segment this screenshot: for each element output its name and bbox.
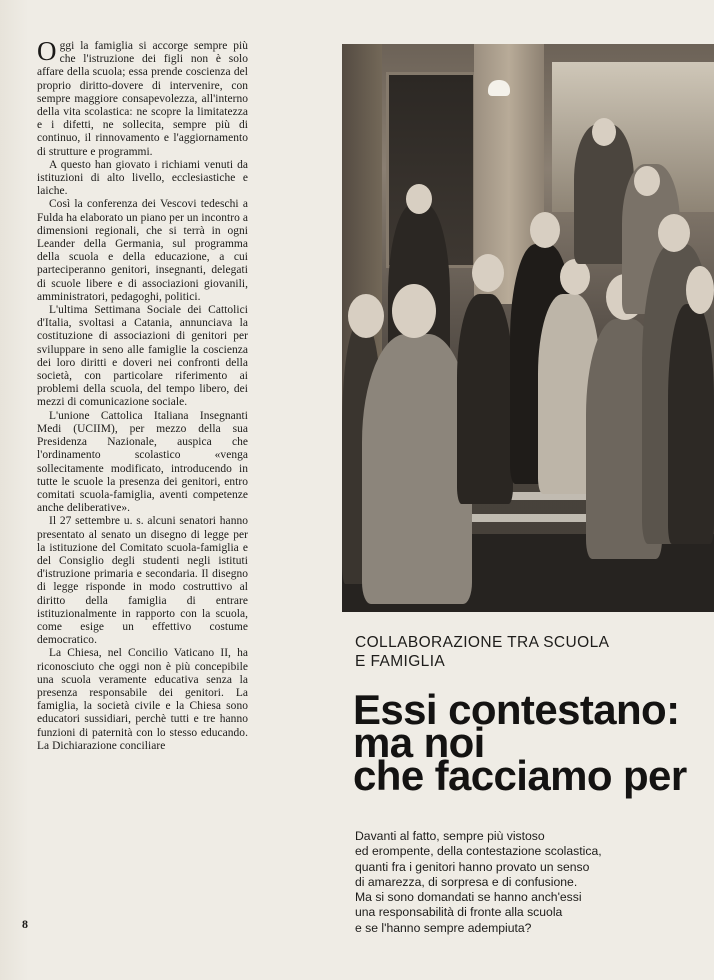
headline-line-3: che facciamo per [353,752,687,799]
article-body [37,36,248,753]
standfirst-line: di amarezza, di sorpresa e di confusione. [355,874,578,889]
student-head [392,284,436,338]
student-head [658,214,690,252]
paragraph-5: L'unione Cattolica Italiana Insegnanti Medi (UCIIM), per mezzo della sua Presidenza Nazionale, auspica che l'ordinamento scolastico «venga sollecitamente modificato, introducendo in tutte le scuole la presenza dei genitori, entro comitati scuola-famiglia, aventi competenze anche deliberative». [37,409,248,515]
standfirst-line: quanti fra i genitori hanno provato un senso [355,859,590,874]
paragraph-6: Il 27 settembre u. s. alcuni senatori hanno presentato al senato un disegno di legge per la istituzione del Comitato scuola-famiglia e del Consiglio degli studenti negli istituti d'istruzione primaria e secondaria. Il disegno di legge risponde in modo costruttivo al diritto della famiglia di entrare istituzionalmente in rapporto con la scuola, come esige un effettivo costume democratico. [37,515,248,647]
student-head [348,294,384,338]
kicker-line-1: COLLABORAZIONE TRA SCUOLA [355,634,610,651]
standfirst-line: Ma si sono domandati se hanno anch'essi [355,890,582,905]
headline-line-2: ma noi [353,719,485,766]
student-head [406,184,432,214]
article-standfirst [355,829,675,936]
standfirst-line: ed erompente, della contestazione scolastica, [355,844,602,859]
student-head [634,166,660,196]
dropcap: O [37,36,57,66]
standfirst-line: Davanti al fatto, sempre più vistoso [355,829,545,843]
paragraph-7: La Chiesa, nel Concilio Vaticano II, ha riconosciuto che oggi non è più concepibile una scuola veramente educativa senza la presenza responsabile dei genitori. La famiglia, la società civile e la Chiesa sono educatori sussidiari, perchè tutti e tre hanno funzioni di paternità con lo stesso educando. La Dichiarazione conciliare [37,647,248,752]
student-figure [457,294,513,504]
paragraph-1: Oggi la famiglia si accorge sempre più che l'istruzione dei figli non è solo affare della scuola; essa prende coscienza del proprio diritto-dovere di intervenire, con sempre maggiore consapevolezza, all'interno della vita scolastica: ne scopre la limitatezza e i difetti, ne sollecita, sempre più di continuo, il rinnovamento e l'aggiornamento di strutture e programmi. [37,36,248,158]
student-head [560,259,590,295]
photo-lamp [488,80,510,96]
standfirst-line: e se l'hanno sempre adempiuta? [355,920,532,935]
kicker-line-2: E FAMIGLIA [355,653,446,670]
page-number: 8 [22,917,28,931]
students-photo [342,44,714,612]
student-figure [668,304,714,544]
paragraph-4: L'ultima Settimana Sociale dei Cattolici d'Italia, svoltasi a Catania, annunciava la costituzione di associazioni di genitori per sviluppare in seno alle famiglie la coscienza dei loro diritti e doveri nei confronti della società, con particolare riferimento ai problemi della scuola, del tempo libero, dei mezzi di comunicazione sociale. [37,304,248,409]
paragraph-3: Così la conferenza dei Vescovi tedeschi a Fulda ha elaborato un piano per un incontro a dimensioni regionali, che si terrà in ogni Leander della Germania, sul programma della scuola e della educazione, a cui parteciperanno genitori, insegnanti, delegati di scuole libere e di associazioni giovanili, amministratori, pedagoghi, politici. [37,198,248,303]
paragraph-2: A questo han giovato i richiami venuti da istituzioni di alto livello, ecclesiastiche e laiche. [37,158,248,198]
student-head [530,212,560,248]
student-head [472,254,504,292]
student-head [592,118,616,146]
article-headline [353,686,714,799]
article-kicker [355,633,714,671]
student-figure [362,334,472,604]
student-head [686,266,714,314]
standfirst-line: una responsabilità di fronte alla scuola [355,905,563,920]
headline-line-1: Essi contestano: [353,686,680,733]
